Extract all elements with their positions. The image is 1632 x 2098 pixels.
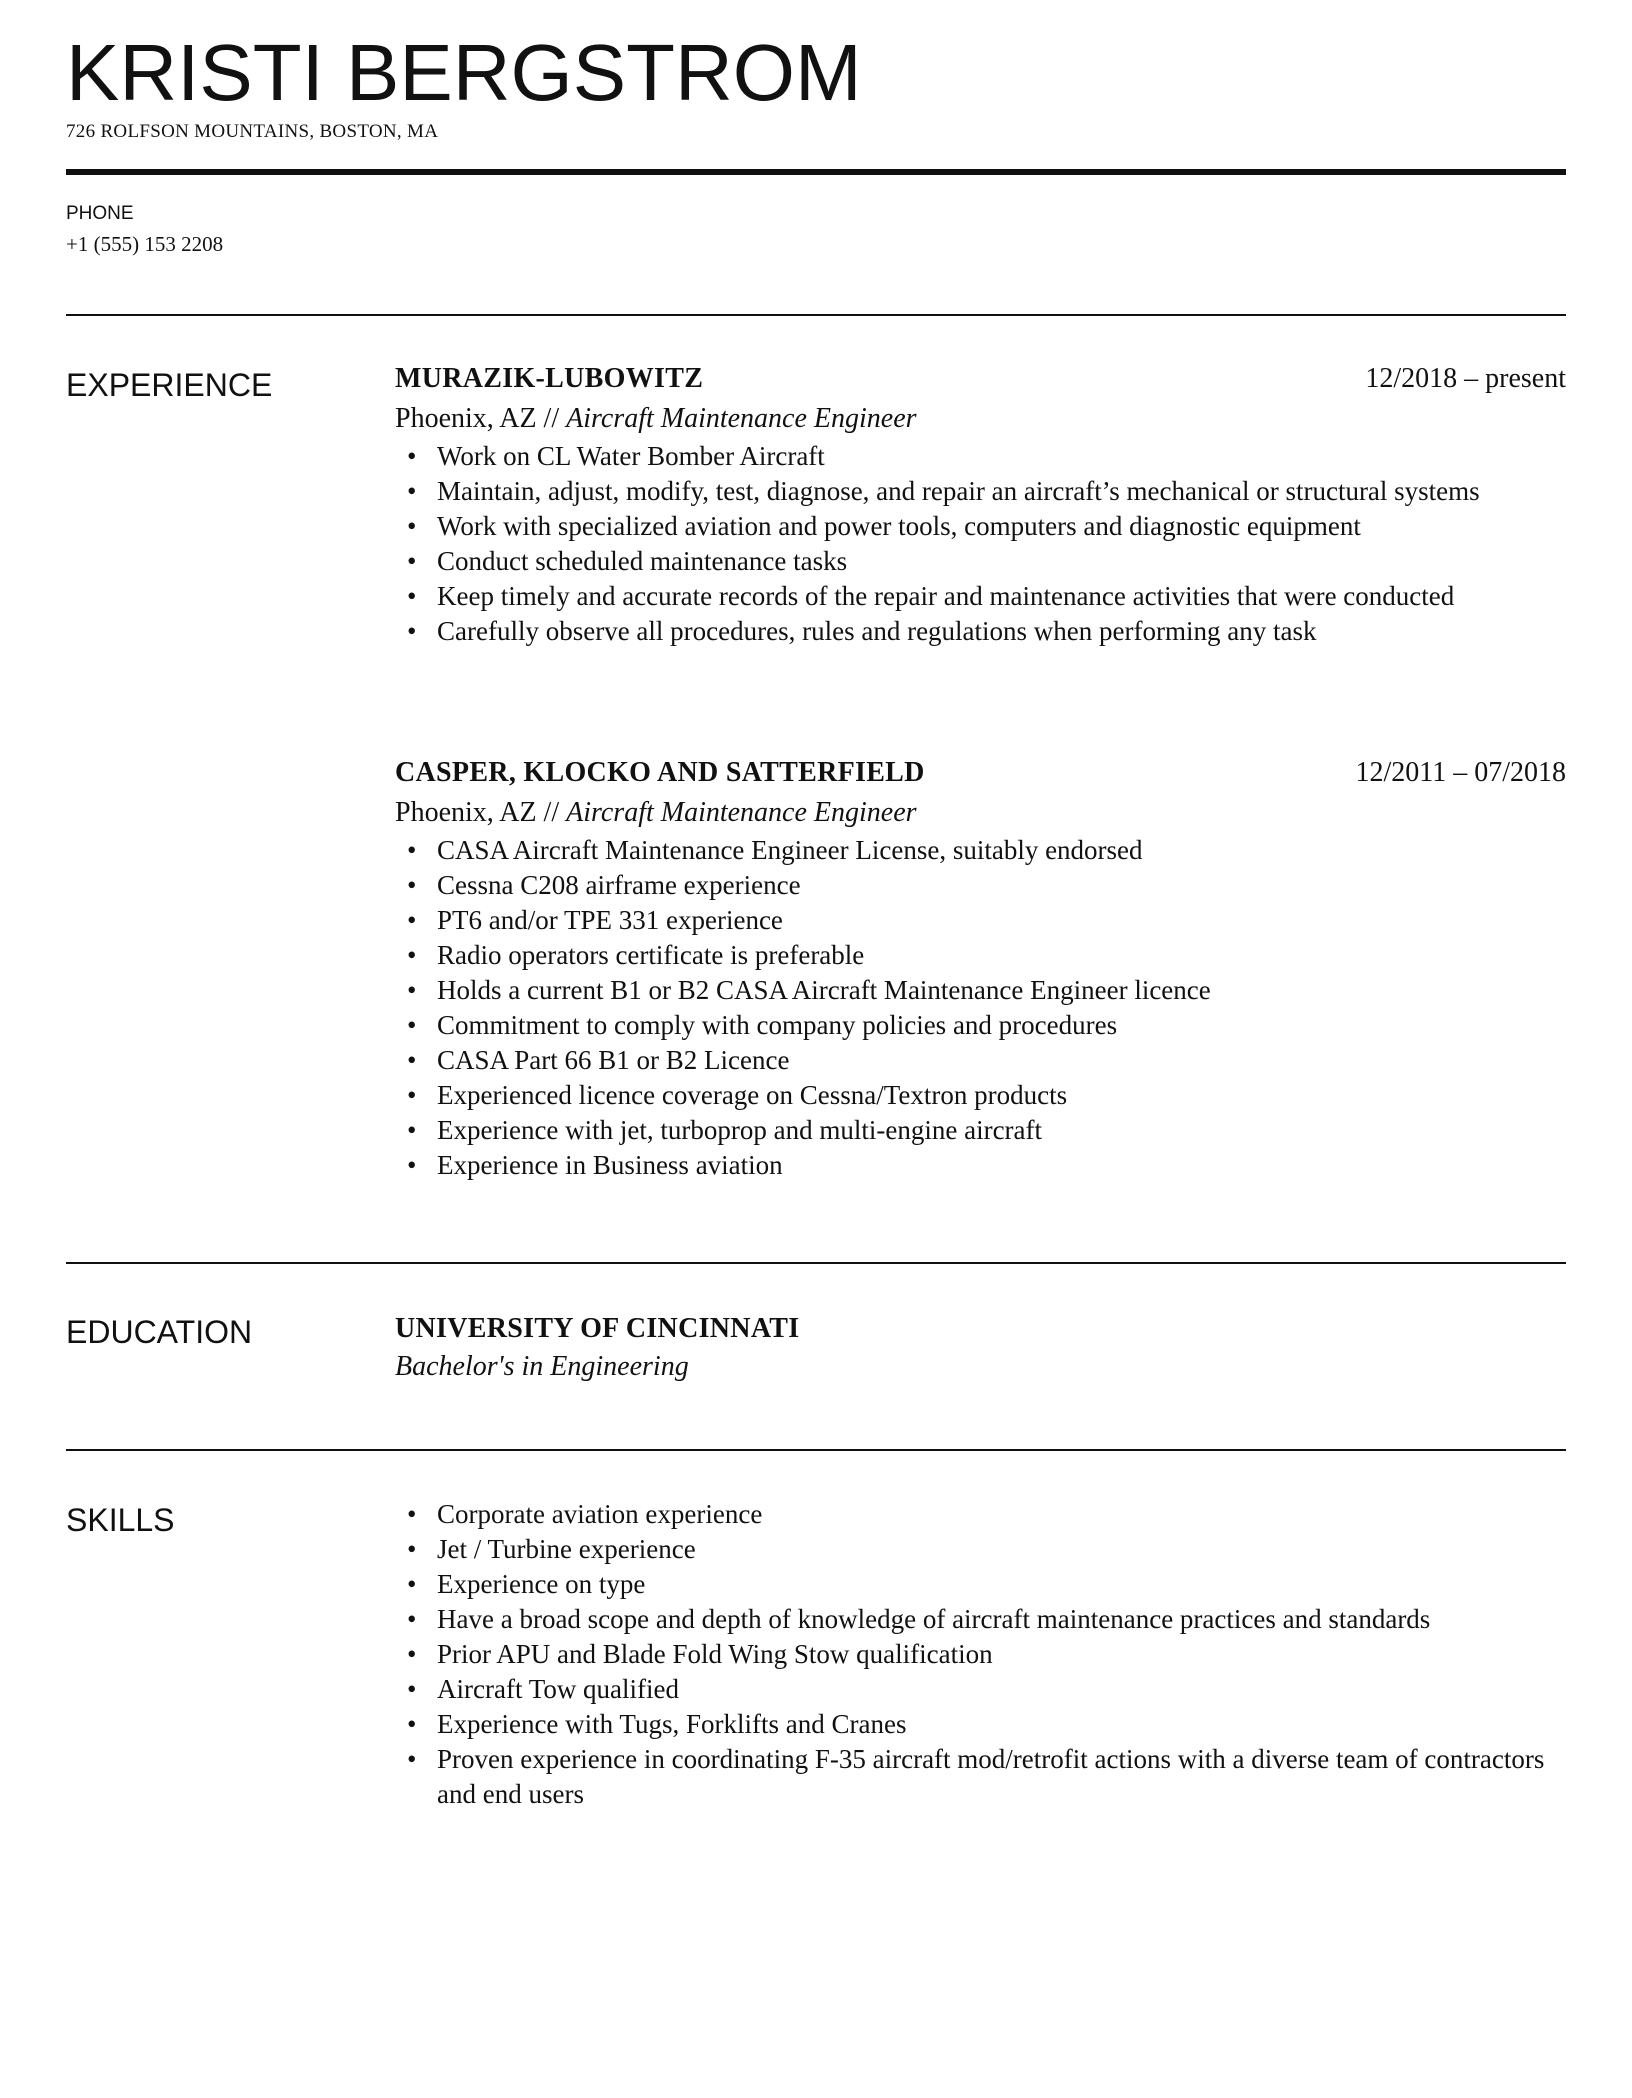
- job-location: Phoenix, AZ //: [395, 797, 560, 828]
- job-bullets: [395, 439, 1566, 649]
- list-item: • Maintain, adjust, modify, test, diagnose, and repair an aircraft’s mechanical or structural systems: [395, 474, 1566, 509]
- resume-page: [66, 0, 1566, 2098]
- job-role: Aircraft Maintenance Engineer: [566, 403, 917, 434]
- list-item: • Work on CL Water Bomber Aircraft: [395, 439, 1566, 474]
- header-divider: [66, 169, 1566, 175]
- company-name: MURAZIK-LUBOWITZ: [395, 363, 704, 394]
- list-item: • Holds a current B1 or B2 CASA Aircraft Maintenance Engineer licence: [395, 973, 1566, 1008]
- education-entry: [395, 1311, 1566, 1387]
- job-header: [395, 363, 1566, 399]
- job-bullets: [395, 833, 1566, 1183]
- list-item: • Radio operators certificate is preferable: [395, 938, 1566, 973]
- list-item: • Experience with Tugs, Forklifts and Cranes: [395, 1707, 1566, 1742]
- list-item: • Proven experience in coordinating F-35 aircraft mod/retrofit actions with a diverse team of contractors and end users: [395, 1742, 1566, 1812]
- job-subline: [395, 399, 1566, 439]
- job-dates: 12/2018 – present: [1365, 363, 1566, 394]
- list-item: • Experience with jet, turboprop and multi-engine aircraft: [395, 1113, 1566, 1148]
- candidate-address: 726 ROLFSON MOUNTAINS, BOSTON, MA: [66, 121, 439, 142]
- section-title-experience: EXPERIENCE: [66, 367, 273, 403]
- job-entry: [395, 757, 1566, 1183]
- list-item: • CASA Aircraft Maintenance Engineer License, suitably endorsed: [395, 833, 1566, 868]
- list-item: • Conduct scheduled maintenance tasks: [395, 544, 1566, 579]
- list-item: • Work with specialized aviation and power tools, computers and diagnostic equipment: [395, 509, 1566, 544]
- section-title-skills: SKILLS: [66, 1502, 175, 1538]
- list-item: • Carefully observe all procedures, rules and regulations when performing any task: [395, 614, 1566, 649]
- job-location: Phoenix, AZ //: [395, 403, 560, 434]
- list-item: • Prior APU and Blade Fold Wing Stow qualification: [395, 1637, 1566, 1672]
- list-item: • Have a broad scope and depth of knowledge of aircraft maintenance practices and standards: [395, 1602, 1566, 1637]
- list-item: • Experience on type: [395, 1567, 1566, 1602]
- job-header: [395, 757, 1566, 793]
- candidate-name: KRISTI BERGSTROM: [66, 28, 862, 117]
- school-name: UNIVERSITY OF CINCINNATI: [395, 1313, 800, 1344]
- skills-bullets: [395, 1497, 1566, 1812]
- job-entry: [395, 363, 1566, 649]
- section-title-education: EDUCATION: [66, 1314, 253, 1350]
- list-item: • Corporate aviation experience: [395, 1497, 1566, 1532]
- list-item: • CASA Part 66 B1 or B2 Licence: [395, 1043, 1566, 1078]
- list-item: • Commitment to comply with company policies and procedures: [395, 1008, 1566, 1043]
- section-divider: [66, 1449, 1566, 1451]
- list-item: • Cessna C208 airframe experience: [395, 868, 1566, 903]
- section-divider: [66, 314, 1566, 316]
- job-role: Aircraft Maintenance Engineer: [566, 797, 917, 828]
- degree-name: Bachelor's in Engineering: [395, 1351, 689, 1382]
- list-item: • Experienced licence coverage on Cessna/Textron products: [395, 1078, 1566, 1113]
- list-item: • Aircraft Tow qualified: [395, 1672, 1566, 1707]
- section-divider: [66, 1262, 1566, 1264]
- list-item: • PT6 and/or TPE 331 experience: [395, 903, 1566, 938]
- job-dates: 12/2011 – 07/2018: [1355, 757, 1566, 788]
- list-item: • Keep timely and accurate records of the repair and maintenance activities that were conducted: [395, 579, 1566, 614]
- list-item: • Experience in Business aviation: [395, 1148, 1566, 1183]
- skills-list: [395, 1497, 1566, 1812]
- phone-label: PHONE: [66, 203, 134, 224]
- company-name: CASPER, KLOCKO AND SATTERFIELD: [395, 757, 925, 788]
- phone-number: +1 (555) 153 2208: [66, 232, 224, 256]
- list-item: • Jet / Turbine experience: [395, 1532, 1566, 1567]
- job-subline: [395, 793, 1566, 833]
